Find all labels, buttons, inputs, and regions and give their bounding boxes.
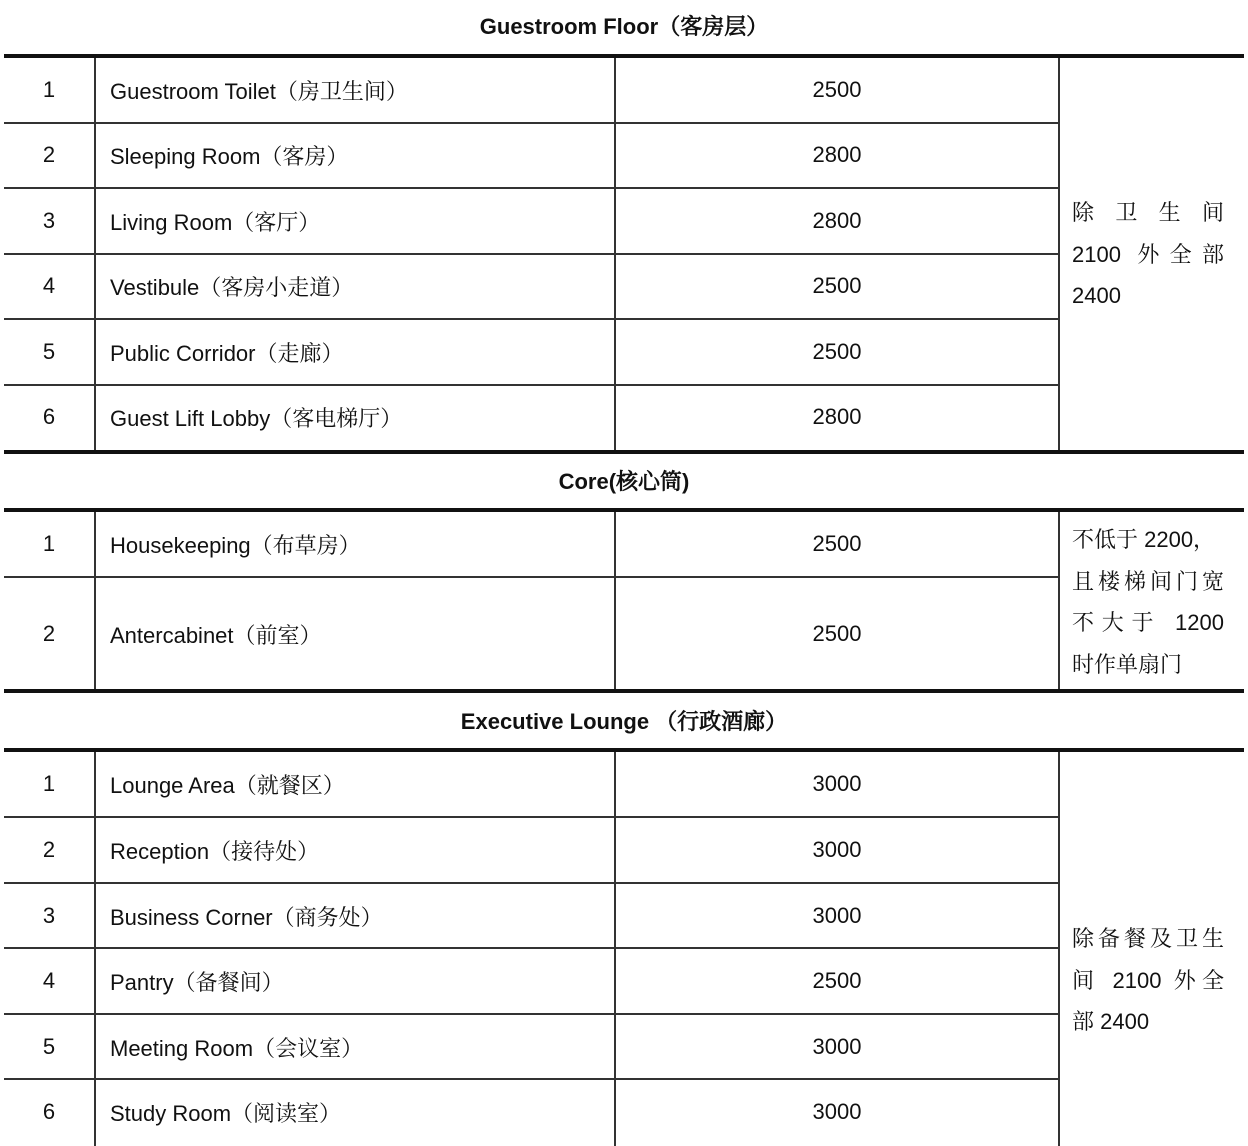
room-name: Sleeping Room（客房） <box>110 143 349 169</box>
ceiling-height: 3000 <box>812 771 862 796</box>
row-number: 3 <box>42 903 56 928</box>
note-line: 且楼梯间门宽 <box>1072 568 1224 594</box>
row-number: 6 <box>42 1099 56 1124</box>
ceiling-height: 2500 <box>812 77 862 102</box>
ceiling-height: 2500 <box>812 531 862 556</box>
note-line: 除 卫 生 间 <box>1072 200 1224 225</box>
section-title-core: Core(核心筒) <box>558 469 690 494</box>
row-number: 2 <box>42 621 56 646</box>
room-name: Living Room（客厅） <box>110 209 321 235</box>
room-name: Public Corridor（走廊） <box>110 340 344 366</box>
column-divider <box>1058 752 1060 1146</box>
row-number: 3 <box>42 208 56 233</box>
room-name: Meeting Room（会议室） <box>110 1035 364 1061</box>
column-divider <box>1058 512 1060 690</box>
ceiling-height: 3000 <box>812 837 862 862</box>
row-number: 4 <box>42 273 56 298</box>
row-number: 1 <box>42 77 56 102</box>
ceiling-height: 2500 <box>812 339 862 364</box>
column-divider <box>94 512 96 690</box>
note-line: 除备餐及卫生 <box>1072 926 1224 951</box>
note-line: 2100 外全部 <box>1072 241 1224 267</box>
room-name: Guest Lift Lobby（客电梯厅） <box>110 405 403 431</box>
ceiling-height: 3000 <box>812 903 862 928</box>
ceiling-height: 2800 <box>812 142 862 167</box>
section-note <box>1072 519 1224 685</box>
ceiling-height: 3000 <box>812 1034 862 1059</box>
note-line: 不低于 2200， <box>1072 527 1216 552</box>
row-number: 5 <box>42 339 56 364</box>
ceiling-height: 2800 <box>812 404 862 429</box>
row-number: 2 <box>42 142 56 167</box>
room-name: Guestroom Toilet（房卫生间） <box>110 78 408 104</box>
ceiling-height: 2500 <box>812 273 862 298</box>
row-number: 4 <box>42 968 56 993</box>
room-name: Antercabinet（前室） <box>110 622 322 648</box>
ceiling-height: 2500 <box>812 621 862 646</box>
room-name: Study Room（阅读室） <box>110 1100 342 1126</box>
row-number: 6 <box>42 404 56 429</box>
section-note <box>1072 192 1224 317</box>
ceiling-height: 3000 <box>812 1099 862 1124</box>
room-name: Pantry（备餐间） <box>110 969 284 995</box>
room-name: Reception（接待处） <box>110 838 320 864</box>
note-line: 2400 <box>1072 283 1121 308</box>
section-title-guestroom-floor: Guestroom Floor（客房层） <box>479 14 769 39</box>
note-line: 不大于 1200 <box>1072 610 1224 635</box>
row-number: 1 <box>42 771 56 796</box>
note-line: 间 2100 外全 <box>1072 967 1224 993</box>
row-number: 2 <box>42 837 56 862</box>
note-line: 部 2400 <box>1072 1009 1150 1034</box>
room-name: Lounge Area（就餐区） <box>110 772 345 798</box>
section-note <box>1072 918 1224 1043</box>
room-name: Business Corner（商务处） <box>110 904 383 930</box>
section-title-executive-lounge: Executive Lounge （行政酒廊） <box>460 709 788 734</box>
section-rule <box>4 689 1244 693</box>
note-line: 时作单扇门 <box>1072 651 1183 677</box>
room-name: Vestibule（客房小走道） <box>110 274 354 300</box>
row-number: 1 <box>42 531 56 556</box>
ceiling-height: 2500 <box>812 968 862 993</box>
column-divider <box>94 752 96 1146</box>
room-name: Housekeeping（布草房） <box>110 532 361 558</box>
section-rule <box>4 450 1244 454</box>
row-number: 5 <box>42 1034 56 1059</box>
ceiling-height: 2800 <box>812 208 862 233</box>
